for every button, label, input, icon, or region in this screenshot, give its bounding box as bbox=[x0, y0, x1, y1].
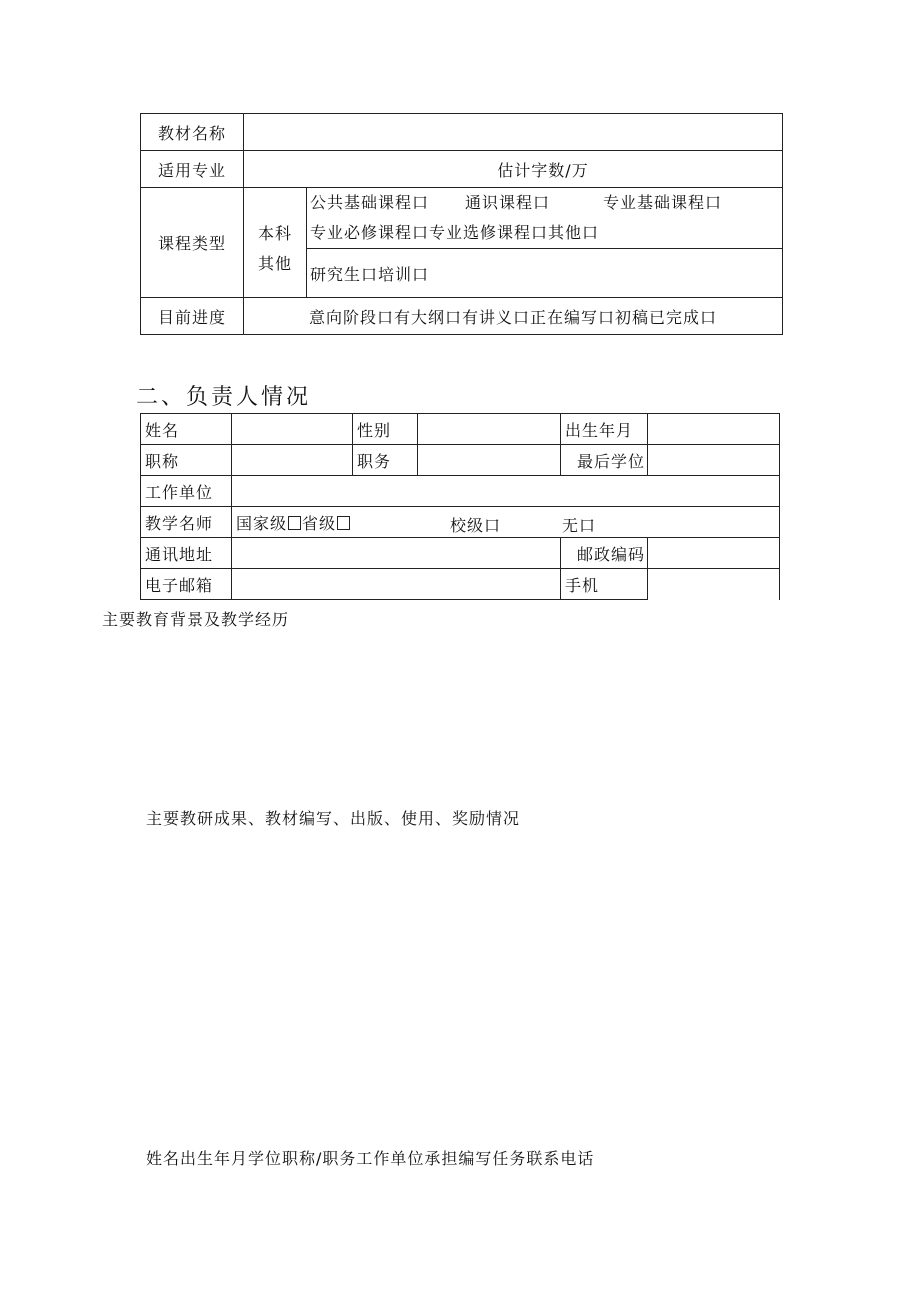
postcode-label: 邮政编码 bbox=[561, 538, 648, 569]
degree-label: 最后学位 bbox=[561, 445, 648, 476]
achievements-heading: 主要教研成果、教材编写、出版、使用、奖励情况 bbox=[146, 809, 521, 828]
undergrad-label: 本科 bbox=[257, 223, 292, 243]
option-public-basic[interactable]: 公共基础课程口 bbox=[310, 193, 430, 212]
members-header: 姓名出生年月学位职称/职务工作单位承担编写任务联系电话 bbox=[146, 1149, 595, 1168]
position-label: 职务 bbox=[353, 445, 418, 476]
teacher-label: 教学名师 bbox=[141, 507, 232, 538]
section-title-person-in-charge: 二、负责人情况 bbox=[136, 385, 312, 410]
provincial-checkbox[interactable] bbox=[337, 516, 350, 530]
progress-options[interactable]: 意向阶段口有大纲口有讲义口正在编写口初稿已完成口 bbox=[244, 298, 783, 335]
phone-value[interactable] bbox=[648, 569, 780, 600]
national-label: 国家级 bbox=[236, 513, 288, 533]
title-value[interactable] bbox=[232, 445, 353, 476]
textbook-name-label: 教材名称 bbox=[141, 114, 244, 151]
unit-label: 工作单位 bbox=[141, 476, 232, 507]
unit-value[interactable] bbox=[232, 476, 780, 507]
person-in-charge-table bbox=[140, 413, 780, 600]
other-options[interactable]: 研究生口培训口 bbox=[307, 249, 783, 298]
option-general[interactable]: 通识课程口 bbox=[465, 193, 551, 212]
undergrad-options bbox=[307, 188, 783, 249]
provincial-option[interactable] bbox=[302, 514, 351, 533]
address-value[interactable] bbox=[232, 538, 561, 569]
birth-label: 出生年月 bbox=[561, 414, 648, 445]
word-count-label: 估计字数/万 bbox=[244, 151, 783, 188]
none-option[interactable]: 无口 bbox=[562, 516, 597, 535]
degree-value[interactable] bbox=[648, 445, 780, 476]
title-label: 职称 bbox=[141, 445, 232, 476]
email-label: 电子邮箱 bbox=[141, 569, 232, 600]
gender-value[interactable] bbox=[418, 414, 561, 445]
gender-label: 性别 bbox=[353, 414, 418, 445]
phone-label: 手机 bbox=[561, 569, 648, 600]
postcode-value[interactable] bbox=[648, 538, 780, 569]
other-label: 其他 bbox=[257, 253, 292, 273]
national-checkbox[interactable] bbox=[288, 516, 301, 530]
course-type-label: 课程类型 bbox=[141, 188, 244, 298]
option-major-basic[interactable]: 专业基础课程口 bbox=[603, 193, 723, 212]
course-level-cell bbox=[244, 188, 307, 298]
name-label: 姓名 bbox=[141, 414, 232, 445]
teacher-options bbox=[232, 507, 780, 538]
birth-value[interactable] bbox=[648, 414, 780, 445]
textbook-info-table bbox=[140, 113, 783, 335]
education-background-heading: 主要教育背景及教学经历 bbox=[102, 610, 290, 629]
name-value[interactable] bbox=[232, 414, 353, 445]
major-label: 适用专业 bbox=[141, 151, 244, 188]
position-value[interactable] bbox=[418, 445, 561, 476]
progress-label: 目前进度 bbox=[141, 298, 244, 335]
textbook-name-value[interactable] bbox=[244, 114, 783, 151]
provincial-label: 省级 bbox=[302, 513, 337, 533]
address-label: 通讯地址 bbox=[141, 538, 232, 569]
option-major-required-elective-other[interactable]: 专业必修课程口专业选修课程口其他口 bbox=[310, 223, 600, 242]
school-option[interactable]: 校级口 bbox=[450, 516, 502, 535]
national-option[interactable] bbox=[236, 514, 302, 533]
email-value[interactable] bbox=[232, 569, 561, 600]
